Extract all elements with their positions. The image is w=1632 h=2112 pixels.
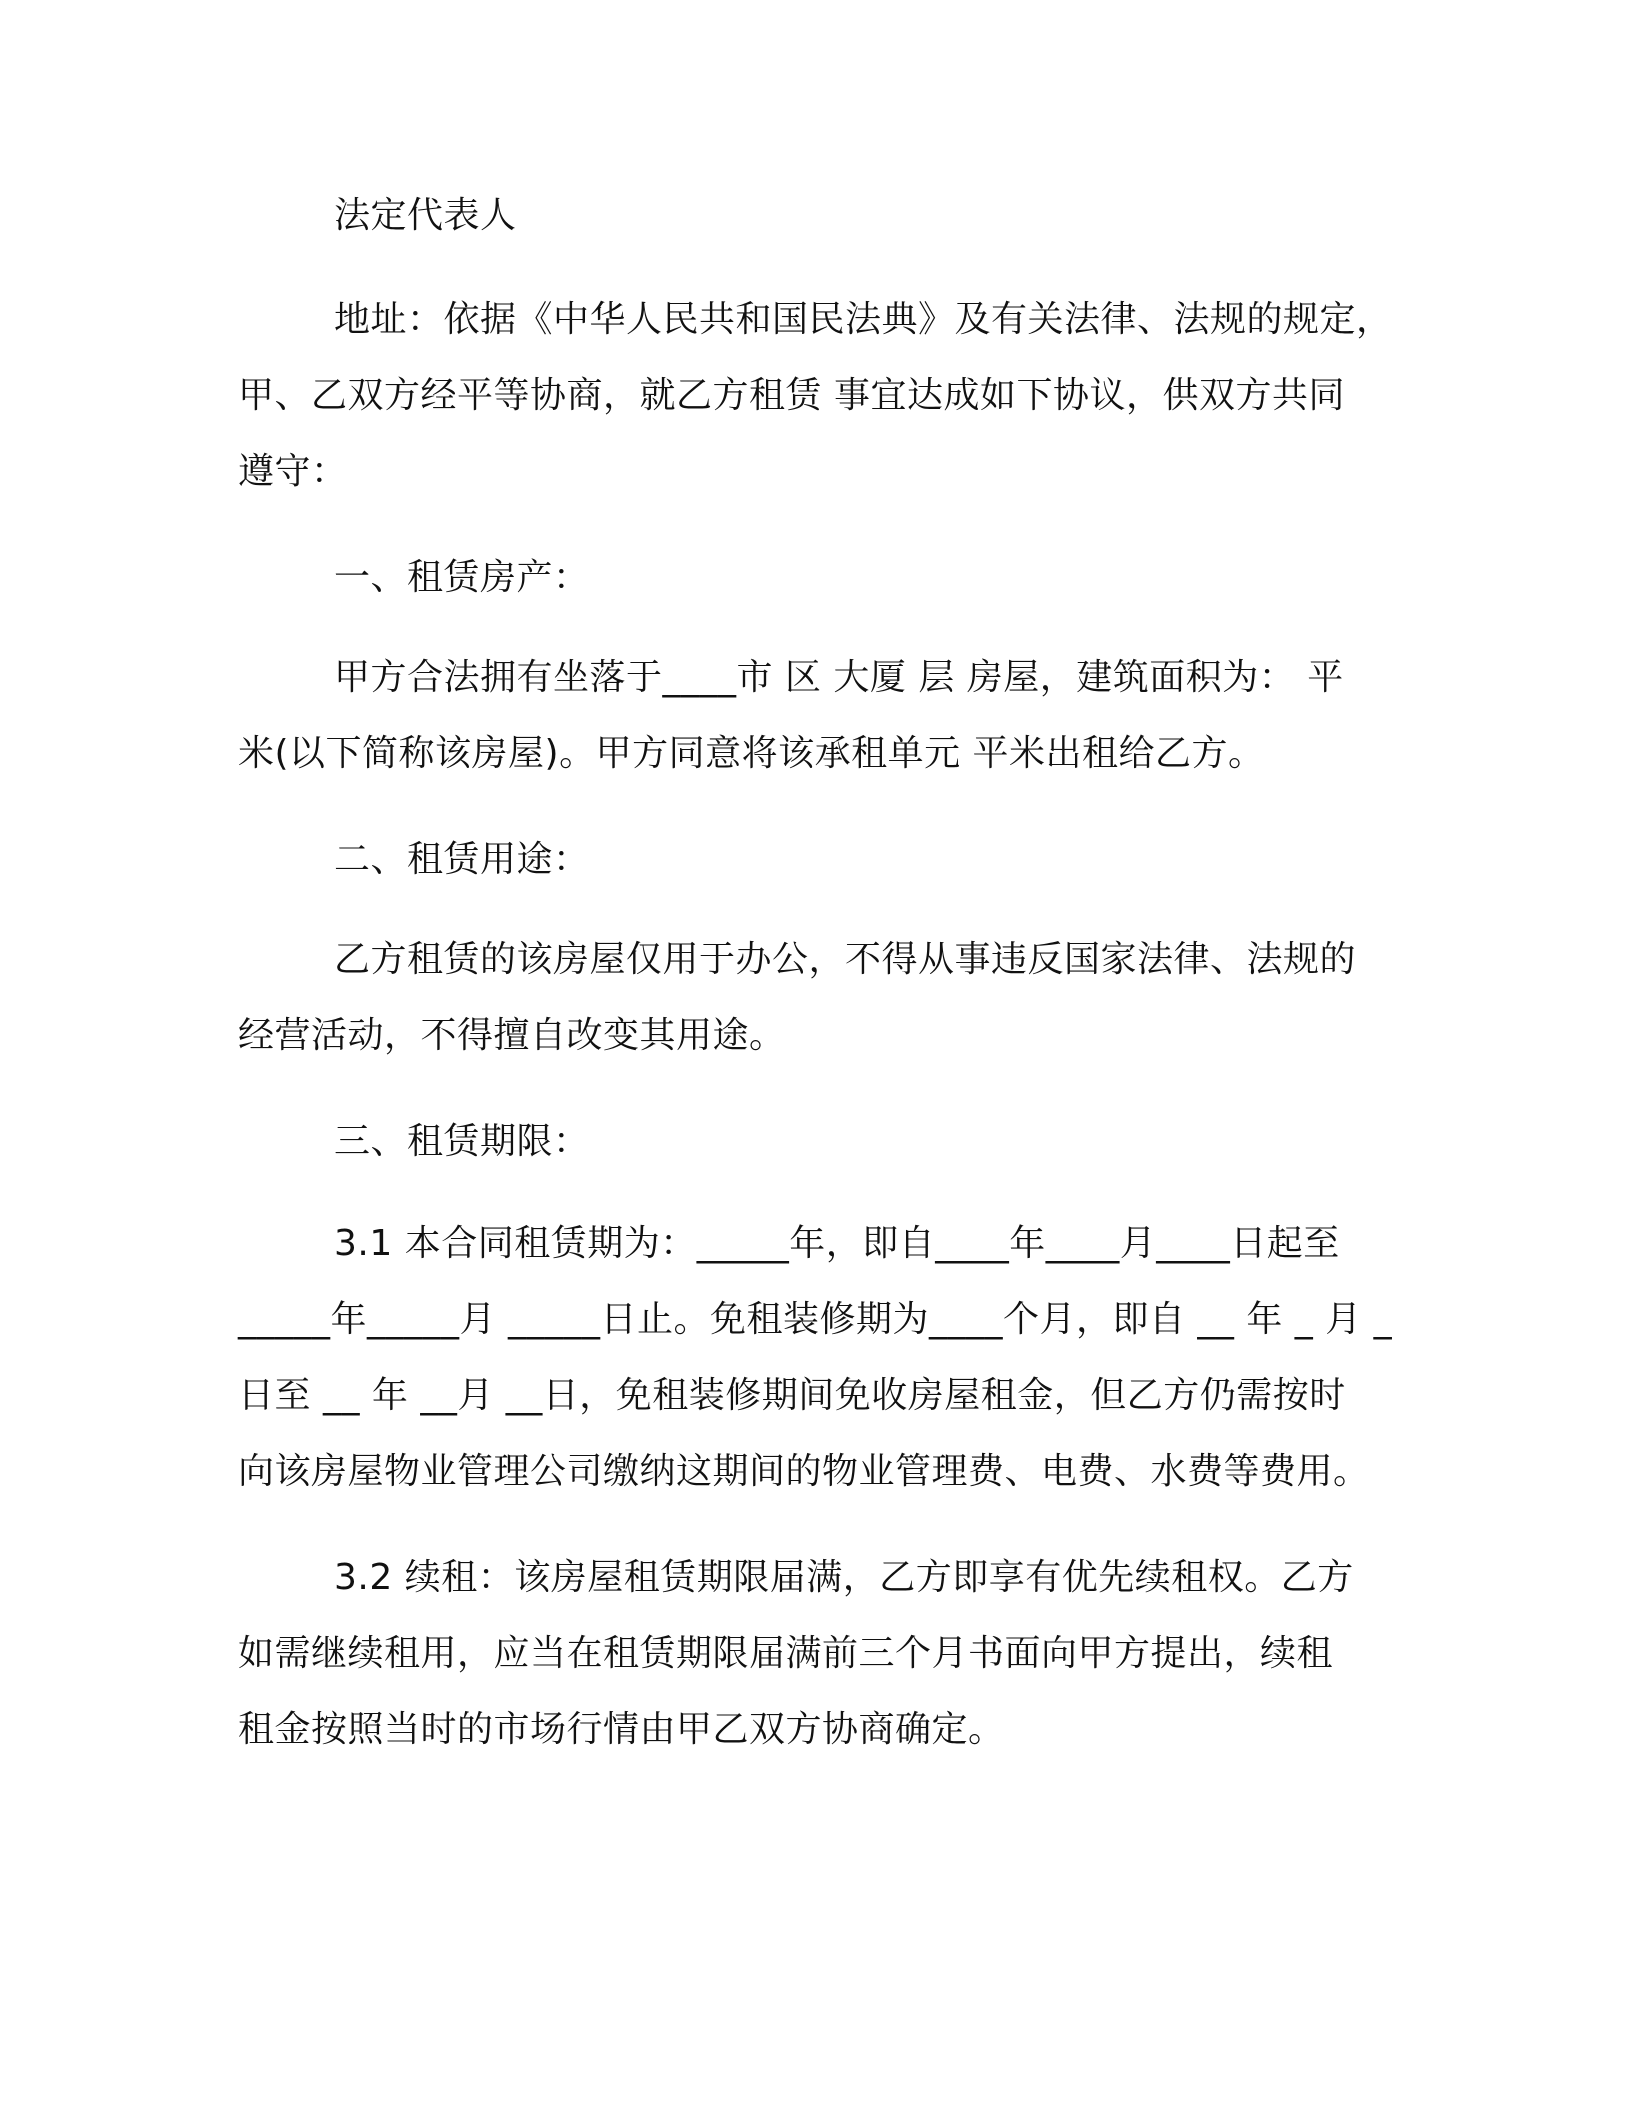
section-heading-2: [238, 822, 1398, 898]
text-line: 三、租赁期限：: [334, 1121, 590, 1162]
text-line: 日至 __ 年 __月 __日，免租装修期间免收房屋租金，但乙方仍需按时: [238, 1375, 1346, 1416]
paragraph-property: [238, 640, 1398, 792]
text-line: 3.1 本合同租赁期为：_____年，即自____年____月____日起至: [334, 1223, 1340, 1264]
text-line: 3.2 续租：该房屋租赁期限届满，乙方即享有优先续租权。乙方: [334, 1557, 1354, 1598]
paragraph-address-preamble: [238, 282, 1398, 510]
text-line: 地址：依据《中华人民共和国民法典》及有关法律、法规的规定，: [334, 299, 1393, 340]
text-line: _____年_____月 _____日止。免租装修期为____个月，即自 __ 年 _ 月 _: [238, 1299, 1393, 1340]
text-line: 租金按照当时的市场行情由甲乙双方协商确定。: [238, 1709, 1005, 1750]
text-line: 如需继续租用，应当在租赁期限届满前三个月书面向甲方提出，续租: [238, 1633, 1334, 1674]
paragraph-lease-term: [238, 1206, 1398, 1510]
text-line: 乙方租赁的该房屋仅用于办公，不得从事违反国家法律、法规的: [334, 939, 1357, 980]
text-line: 向该房屋物业管理公司缴纳这期间的物业管理费、电费、水费等费用。: [238, 1451, 1370, 1492]
paragraph-legal-representative: [238, 178, 1398, 254]
text-line: 一、租赁房产：: [334, 557, 590, 598]
paragraph-usage: [238, 922, 1398, 1074]
text-line: 甲方合法拥有坐落于____市 区 大厦 层 房屋，建筑面积为： 平: [334, 657, 1344, 698]
paragraph-renewal: [238, 1540, 1398, 1768]
section-heading-1: [238, 540, 1398, 616]
section-heading-3: [238, 1104, 1398, 1180]
text-line: 二、租赁用途：: [334, 839, 590, 880]
text-line: 米(以下简称该房屋)。甲方同意将该承租单元 平米出租给乙方。: [238, 733, 1265, 774]
text-line: 遵守：: [238, 451, 348, 492]
text-line: 法定代表人: [334, 195, 517, 236]
text-line: 经营活动，不得擅自改变其用途。: [238, 1015, 786, 1056]
text-line: 甲、乙双方经平等协商，就乙方租赁 事宜达成如下协议，供双方共同: [238, 375, 1345, 416]
